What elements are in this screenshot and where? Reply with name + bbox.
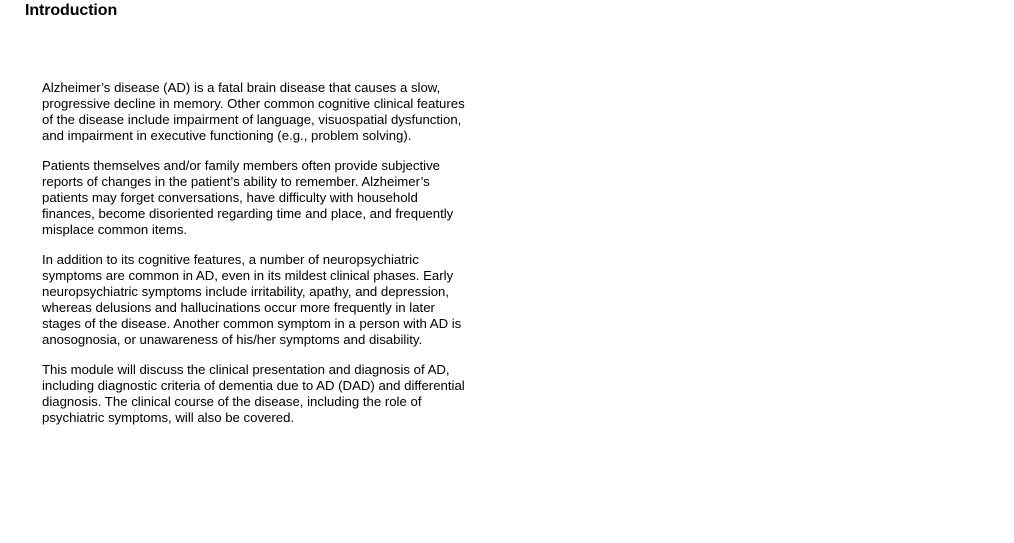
paragraph-neuropsychiatric-symptoms: In addition to its cognitive features, a number of neuropsychiatric symptoms are common in AD, even in its mildest clinical phases. Early neuropsychiatric symptoms include irritability, apathy, and depression, whereas delusions and hallucinations occur more frequently in later stages of the disease. Another common symptom in a person with AD is anosognosia, or unawareness of his/her symptoms and disability. <box>42 252 462 347</box>
paragraph-module-scope: This module will discuss the clinical presentation and diagnosis of AD, including diagnostic criteria of dementia due to AD (DAD) and differential diagnosis. The clinical course of the disease, including the role of psychiatric symptoms, will also be covered. <box>42 362 465 425</box>
paragraph-patient-reports: Patients themselves and/or family members often provide subjective reports of changes in the patient’s ability to remember. Alzheimer’s patients may forget conversations, have difficulty with household finances, become disoriented regarding time and place, and frequently misplace common items. <box>42 158 454 237</box>
introduction-body <box>42 80 474 440</box>
page-title: Introduction <box>25 2 118 19</box>
paragraph-overview: Alzheimer’s disease (AD) is a fatal brain disease that causes a slow, progressive decline in memory. Other common cognitive clinical features of the disease include impairment of language, visuospatial dysfunction, and impairment in executive functioning (e.g., problem solving). <box>42 80 465 143</box>
